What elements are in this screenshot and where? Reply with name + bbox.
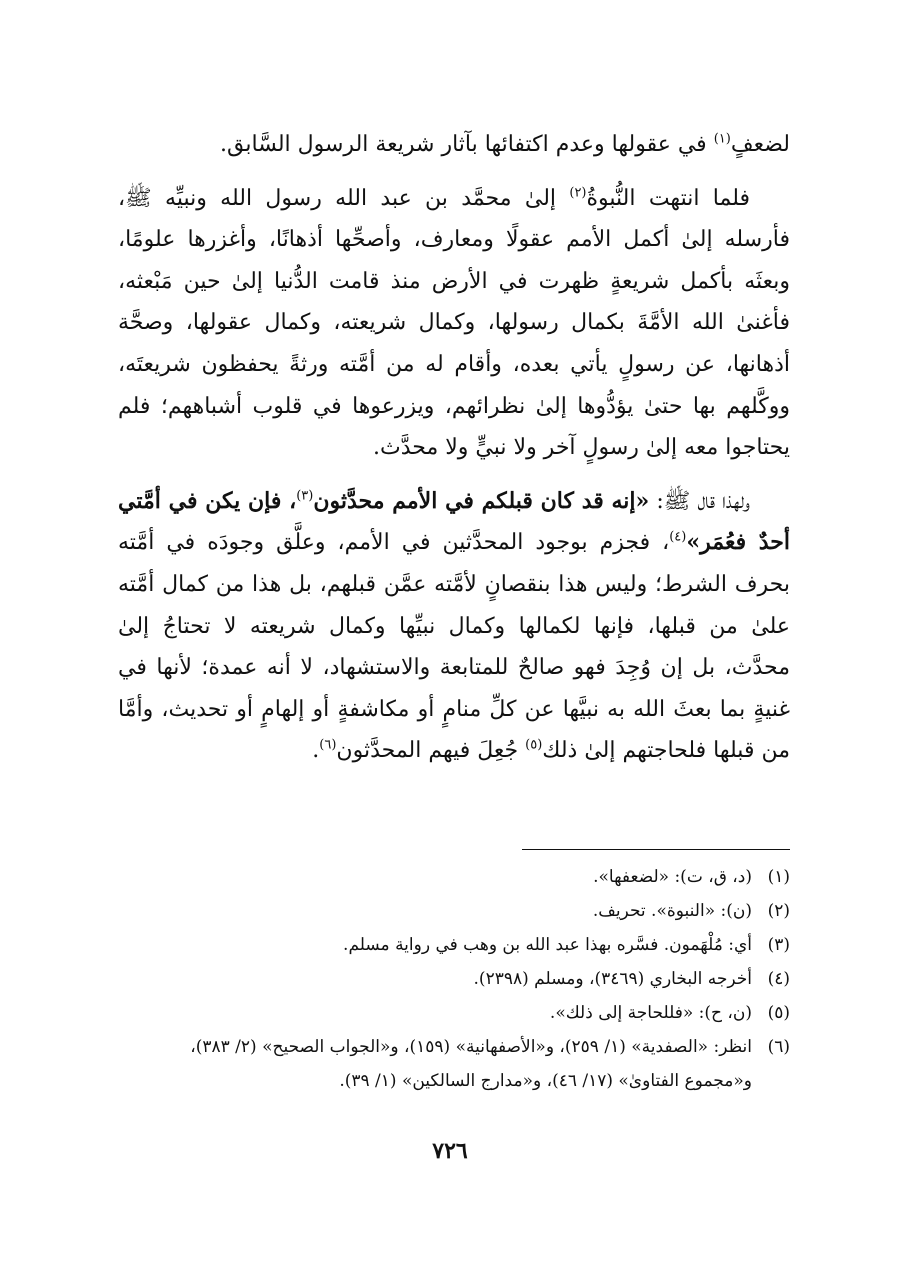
paragraph-2 [118, 178, 790, 469]
footnote-marker-1: (١) [713, 131, 731, 147]
footnote-marker-3: (٣) [296, 488, 314, 504]
text-run: ولهذا قال ﷺ: [649, 488, 750, 514]
footnote-number: (٦) [767, 1037, 790, 1057]
footnote-5 [118, 996, 790, 1030]
footnote-3 [118, 928, 790, 962]
footnote-number: (٣) [767, 935, 790, 955]
hadith-quote-continued: ، فإن يكن في أمَّتي أحدٌ فعُمَر» [118, 487, 791, 556]
footnote-1 [118, 860, 790, 894]
footnote-text: أي: مُلْهَمون. فسَّره بهذا عبد الله بن وهب في رواية مسلم. [343, 935, 752, 955]
text-run: إلىٰ محمَّد بن عبد الله رسول الله ونبيِّه ﷺ، فأرسله إلىٰ أكمل الأمم عقولًا ومعارف، وأصحِّها أذهانًا، وأغزرها علومًا، وبعثَه بأكمل شريعةٍ ظهرت في الأرض منذ قامت الدُّنيا إلىٰ حين مَبْعثه، فأغنىٰ الله الأمَّةَ بكمال رسولها، وكمال شريعته، وكمال عقولها، وصحَّة أذهانها، عن رسولٍ يأتي بعده، وأقام له من أمَّته ورثةً يحفظون شريعتَه، ووكَّلهم بها حتىٰ يؤدُّوها إلىٰ نظرائهم، ويزرعوها في قلوب أشباههم؛ فلم يحتاجوا معه إلىٰ رسولٍ آخر ولا نبيٍّ ولا محدَّث. [118, 185, 790, 461]
footnote-number: (٢) [767, 901, 790, 921]
text-run: لضعفٍ [730, 132, 790, 157]
footnotes [118, 860, 790, 1098]
footnote-number: (٤) [767, 969, 790, 989]
paragraph-3 [118, 481, 790, 772]
footnote-text: (د، ق، ت): «لضعفها». [593, 867, 752, 887]
footnote-marker-6: (٦) [319, 737, 337, 753]
paragraph-1 [118, 124, 790, 166]
footnote-divider [522, 849, 790, 850]
main-text [118, 124, 790, 784]
footnote-text: أخرجه البخاري (٣٤٦٩)، ومسلم (٢٣٩٨). [473, 969, 752, 989]
footnote-text: (ن، ح): «فللحاجة إلى ذلك». [549, 1003, 752, 1023]
footnote-2 [118, 894, 790, 928]
footnote-marker-5: (٥) [525, 737, 543, 753]
footnote-text: (ن): «النبوة». تحريف. [592, 901, 752, 921]
footnote-6 [118, 1030, 790, 1098]
footnote-number: (٥) [767, 1003, 790, 1023]
footnote-marker-4: (٤) [669, 530, 687, 546]
footnote-text: انظر: «الصفدية» (١/ ٢٥٩)، و«الأصفهانية» (١٥٩)، و«الجواب الصحيح» (٢/ ٣٨٣)، و«مجموع الفتاوىٰ» (١٧/ ٤٦)، و«مدارج السالكين» (١/ ٣٩). [190, 1037, 752, 1091]
text-run: ، فجزم بوجود المحدَّثين في الأمم، وعلَّق وجودَه في أمَّته بحرف الشرط؛ وليس هذا بنقصانٍ لأمَّته عمَّن قبلهم، بل هذا من كمال أمَّته علىٰ من قبلها، فإنها لكمالها وكمال نبيِّها وكمال شريعته لا تحتاجُ إلىٰ محدَّث، بل إن وُجِدَ فهو صالحٌ للمتابعة والاستشهاد، لا أنه عمدة؛ لأنها في غنيةٍ بما بعثَ الله به نبيَّها عن كلِّ منامٍ أو مكاشفةٍ أو إلهامٍ أو تحديث، وأمَّا من قبلها فلحاجتهم إلىٰ ذلك [118, 530, 790, 764]
footnote-marker-2: (٢) [569, 185, 587, 201]
footnote-4 [118, 962, 790, 996]
footnote-number: (١) [767, 867, 790, 887]
text-run: جُعِلَ فيهم المحدَّثون [336, 738, 526, 764]
text-run: فلما انتهت النُّبوةُ [586, 185, 751, 211]
text-run: في عقولها وعدم اكتفائها بآثار شريعة الرسول السَّابق. [220, 132, 714, 157]
hadith-quote: «إنه قد كان قبلكم في الأمم محدَّثون [313, 487, 650, 514]
text-run: . [312, 738, 320, 764]
page-number: ٧٢٦ [432, 1138, 468, 1164]
